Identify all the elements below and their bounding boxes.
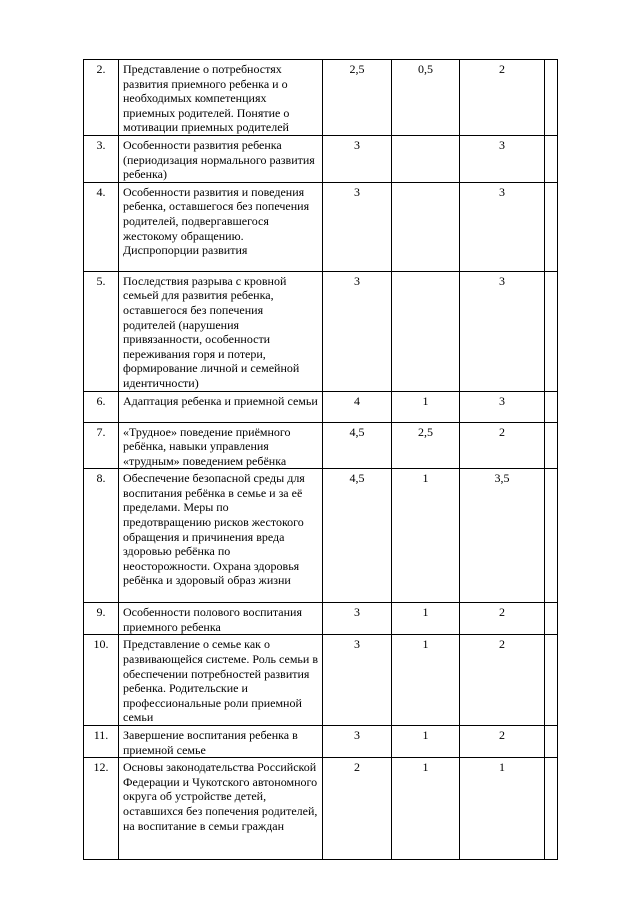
row-extra-cell — [545, 635, 558, 726]
row-extra-cell — [545, 422, 558, 469]
table-row — [84, 135, 558, 182]
row-number: 2. — [84, 60, 119, 136]
row-total-hours: 3 — [323, 635, 392, 726]
row-practice-hours: 3 — [460, 135, 545, 182]
row-number: 11. — [84, 726, 119, 758]
row-practice-hours: 3 — [460, 271, 545, 391]
table-row — [84, 60, 558, 136]
row-lecture-hours: 2,5 — [392, 422, 460, 469]
table-row — [84, 603, 558, 635]
row-number: 9. — [84, 603, 119, 635]
row-total-hours: 2 — [323, 758, 392, 860]
row-extra-cell — [545, 271, 558, 391]
row-extra-cell — [545, 603, 558, 635]
row-practice-hours: 1 — [460, 758, 545, 860]
row-number: 12. — [84, 758, 119, 860]
row-total-hours: 4 — [323, 391, 392, 422]
table-row — [84, 391, 558, 422]
row-topic-title: Особенности полового воспитания приемного ребенка — [119, 603, 323, 635]
row-practice-hours: 2 — [460, 635, 545, 726]
row-topic-title: Обеспечение безопасной среды для воспитания ребёнка в семье и за её пределами. Меры по предотвращению рисков жестокого обращения и причинения вреда здоровью ребёнка по неосторожности. Охрана здоровья ребёнка и здоровый образ жизни — [119, 469, 323, 603]
row-topic-title: «Трудное» поведение приёмного ребёнка, навыки управления «трудным» поведением ребёнка — [119, 422, 323, 469]
row-topic-title: Основы законодательства Российской Федерации и Чукотского автономного округа об устройстве детей, оставшихся без попечения родителей, на воспитание в семьи граждан — [119, 758, 323, 860]
row-practice-hours: 3 — [460, 391, 545, 422]
row-number: 7. — [84, 422, 119, 469]
table-body — [84, 60, 558, 860]
row-lecture-hours — [392, 135, 460, 182]
table-row — [84, 182, 558, 271]
row-number: 4. — [84, 182, 119, 271]
row-practice-hours: 2 — [460, 603, 545, 635]
row-lecture-hours: 0,5 — [392, 60, 460, 136]
row-extra-cell — [545, 726, 558, 758]
table-row — [84, 469, 558, 603]
row-lecture-hours: 1 — [392, 391, 460, 422]
row-extra-cell — [545, 182, 558, 271]
row-lecture-hours — [392, 182, 460, 271]
row-lecture-hours: 1 — [392, 726, 460, 758]
row-lecture-hours — [392, 271, 460, 391]
row-practice-hours: 3,5 — [460, 469, 545, 603]
row-practice-hours: 2 — [460, 422, 545, 469]
table-row — [84, 726, 558, 758]
row-number: 8. — [84, 469, 119, 603]
table-row — [84, 271, 558, 391]
row-extra-cell — [545, 758, 558, 860]
row-practice-hours: 2 — [460, 60, 545, 136]
row-number: 10. — [84, 635, 119, 726]
row-total-hours: 3 — [323, 603, 392, 635]
row-lecture-hours: 1 — [392, 635, 460, 726]
row-total-hours: 3 — [323, 135, 392, 182]
row-extra-cell — [545, 60, 558, 136]
row-practice-hours: 3 — [460, 182, 545, 271]
row-topic-title: Завершение воспитания ребенка в приемной семье — [119, 726, 323, 758]
row-lecture-hours: 1 — [392, 469, 460, 603]
row-total-hours: 4,5 — [323, 469, 392, 603]
table-row — [84, 422, 558, 469]
row-total-hours: 3 — [323, 726, 392, 758]
row-topic-title: Особенности развития ребенка (периодизация нормального развития ребенка) — [119, 135, 323, 182]
row-practice-hours: 2 — [460, 726, 545, 758]
row-number: 3. — [84, 135, 119, 182]
row-topic-title: Адаптация ребенка и приемной семьи — [119, 391, 323, 422]
row-total-hours: 4,5 — [323, 422, 392, 469]
row-number: 5. — [84, 271, 119, 391]
row-topic-title: Последствия разрыва с кровной семьей для развития ребенка, оставшегося без попечения родителей (нарушения привязанности, особенности переживания горя и потери, формирование личной и семейной идентичности) — [119, 271, 323, 391]
row-topic-title: Особенности развития и поведения ребенка, оставшегося без попечения родителей, подвергавшегося жестокому обращению. Диспропорции развития — [119, 182, 323, 271]
row-number: 6. — [84, 391, 119, 422]
row-extra-cell — [545, 135, 558, 182]
row-topic-title: Представление о потребностях развития приемного ребенка и о необходимых компетенциях приемных родителей. Понятие о мотивации приемных родителей — [119, 60, 323, 136]
row-total-hours: 3 — [323, 182, 392, 271]
row-lecture-hours: 1 — [392, 758, 460, 860]
row-total-hours: 3 — [323, 271, 392, 391]
row-extra-cell — [545, 469, 558, 603]
table-row — [84, 758, 558, 860]
table-row — [84, 635, 558, 726]
row-lecture-hours: 1 — [392, 603, 460, 635]
row-extra-cell — [545, 391, 558, 422]
row-total-hours: 2,5 — [323, 60, 392, 136]
row-topic-title: Представление о семье как о развивающейся системе. Роль семьи в обеспечении потребностей развития ребенка. Родительские и профессиональные роли приемной семьи — [119, 635, 323, 726]
curriculum-table — [83, 59, 558, 860]
